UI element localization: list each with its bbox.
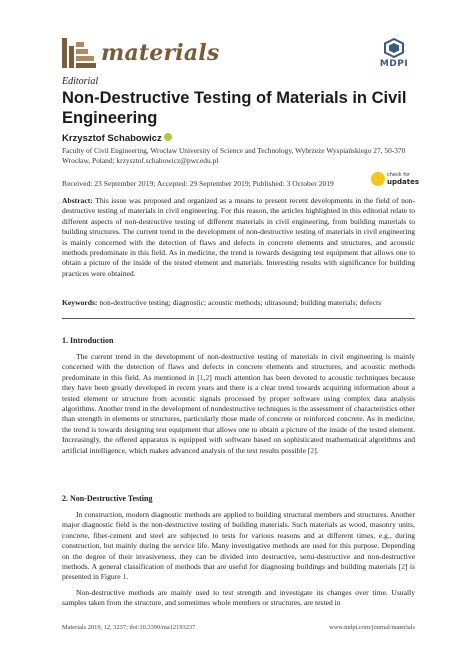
- intro-text-3: ] much attention has been devoted to acoustic techniques because they have been greatly developed in recent years and there is a clear trend towards acquiring information about a tested element or structure from acoustic signals processed by proper software using complex data analysis algorithms. Another trend in the development of nondestructive techniques is the assessment of characteristics other than strength in elements or structures, particularly those made of concrete or reinforced concrete. As in medicine, the trend is towards designing test equipment that allows one to obtain a picture of the inside of the tested element. Increasingly, the offered apparatus is equipped with software based on sophisticated mathematical algorithms and artificial intelligence, which makes advanced analysis of the test results possible [: [62, 372, 416, 455]
- citation-link[interactable]: 2: [401, 562, 405, 572]
- section-heading-ndt: 2. Non-Destructive Testing: [62, 494, 153, 503]
- introduction-paragraph: [62, 352, 415, 456]
- abstract-text: This issue was proposed and organized as a means to present recent developments in the field of non-destructive testing of materials in civil engineering. For this reason, the articles highlighted in this editorial relate to different aspects of non-destructive testing of different materials in civil engineering, from building materials to building structures. The current trend in the development of non-destructive testing of materials in civil engineering is mainly concerned with the detection of flaws and defects in concrete elements and structures, and acoustic methods predominate in this field. As in medicine, the trend is towards designing test equipment that allows one to obtain a picture of the inside of the tested element and materials. Interesting results with significance for building practices were obtained.: [62, 196, 416, 278]
- intro-text-2: ,: [203, 372, 206, 382]
- mdpi-hexagon-icon: [383, 38, 405, 58]
- figure-link[interactable]: 1: [122, 572, 127, 582]
- abstract: [62, 196, 415, 279]
- ndt-paragraph-2: Non-destructive methods are mainly used to test strength and investigate its changes over time. Usually samples taken from the structure, and sometimes whole members or structures, are tested in: [62, 588, 415, 608]
- updates-badge-line2: updates: [387, 178, 419, 186]
- publisher-logo[interactable]: [375, 38, 413, 72]
- page-footer: [62, 624, 415, 631]
- article-type: Editorial: [62, 76, 99, 87]
- citation-link[interactable]: 2: [310, 445, 315, 455]
- publication-dates: Received: 23 September 2019; Accepted: 29 September 2019; Published: 3 October 2019: [62, 179, 334, 188]
- ndt-text-2: ] is presented in Figure: [62, 562, 415, 582]
- ndt-text-3: .: [126, 572, 129, 582]
- journal-logo-icon: [62, 38, 96, 68]
- ndt-text-1: In construction, modern diagnostic methods are applied to building structural members and structures. Another major diagnostic field is the non-destructive testing of building materials. Such materials as wood, masonry units, concrete, fiber-cement and steel are subjected to tests for various reasons and at different times, e.g., during construction, but mainly during the service life. Many investigative methods are used for this purpose. Depending on the degree of their invasiveness, they can be divided into destructive, semi-destructive and non-destructive methods. A general classification of methods that are useful for diagnosing buildings and building materials [: [62, 510, 415, 572]
- publisher-name: MDPI: [379, 59, 409, 69]
- journal-name: materials: [101, 40, 220, 66]
- article-title: Non-Destructive Testing of Materials in Civil Engineering: [62, 89, 407, 127]
- journal-logo[interactable]: [62, 36, 219, 70]
- keywords-label: Keywords:: [62, 298, 98, 307]
- keywords-text: non-destructive testing; diagnostic; acoustic methods; ultrasound; building materials; defects: [99, 298, 382, 307]
- affiliation: Faculty of Civil Engineering, Wrocław University of Science and Technology, Wybrzeże Wyspiańskiego 27, 50-370 Wrocław, Poland; krzysztof.schabowicz@pwr.edu.pl: [62, 146, 406, 165]
- keywords: [62, 298, 415, 308]
- check-for-updates-badge[interactable]: [371, 170, 419, 190]
- check-updates-icon: [371, 172, 385, 186]
- abstract-label: Abstract:: [62, 196, 93, 205]
- citation-link[interactable]: 1: [199, 372, 204, 382]
- ndt-paragraph-1: [62, 510, 415, 583]
- intro-text-1: The current trend in the development of non-destructive testing of materials in civil engineering is mainly concerned with the detection of flaws and defects in concrete elements and structures, and acoustic methods predominate in this field. As mentioned in [: [62, 352, 415, 382]
- citation-link[interactable]: 2: [205, 372, 210, 382]
- author-line: [62, 133, 172, 144]
- intro-text-4: ].: [314, 445, 319, 455]
- footer-citation: Materials 2019, 12, 3237; doi:10.3390/ma12193237: [62, 624, 196, 631]
- updates-badge-line1: check for: [387, 172, 411, 178]
- footer-url[interactable]: www.mdpi.com/journal/materials: [329, 624, 415, 631]
- section-heading-introduction: 1. Introduction: [62, 336, 114, 345]
- orcid-icon[interactable]: [164, 133, 172, 141]
- section-divider: [62, 318, 415, 319]
- author-name: Krzysztof Schabowicz: [62, 133, 162, 144]
